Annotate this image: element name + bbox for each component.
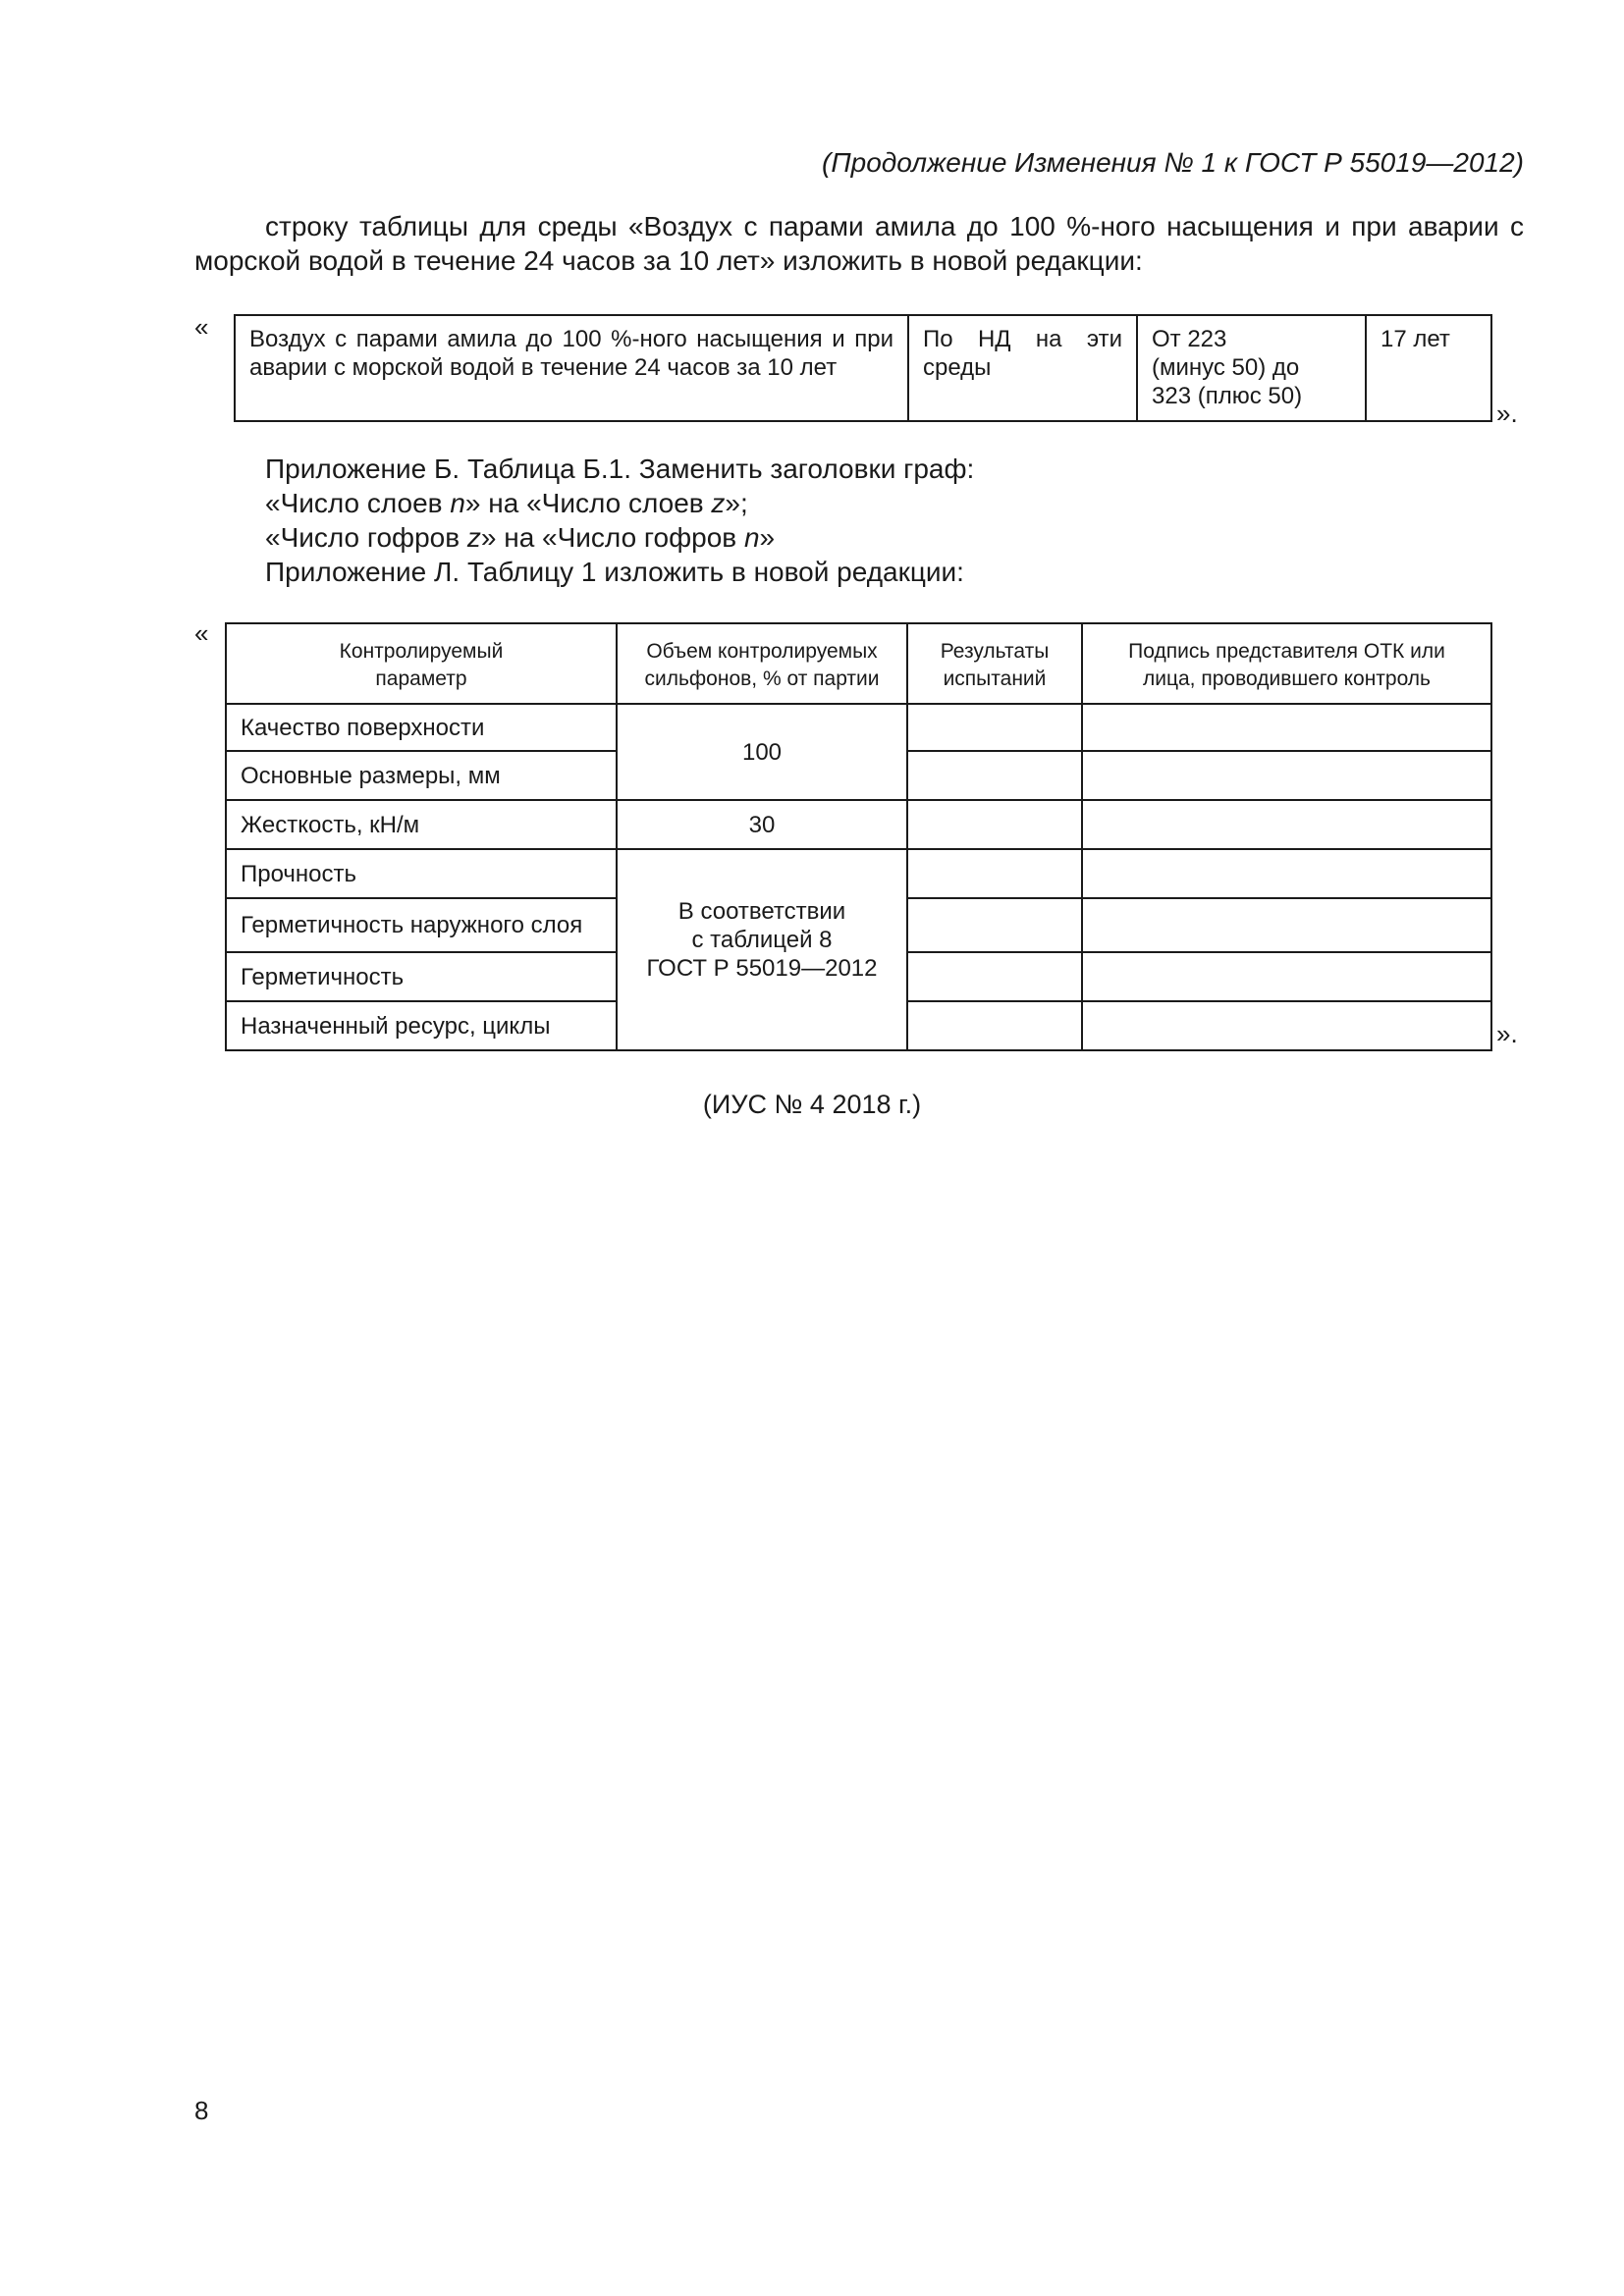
signature-cell: [1082, 952, 1491, 1001]
corrugations-var-1: z: [466, 522, 481, 553]
results-cell: [907, 751, 1082, 800]
header-signature: [1082, 623, 1491, 704]
temperature-line-1: От 223: [1152, 326, 1227, 352]
temperature-line-3: 323 (плюс 50): [1152, 383, 1303, 409]
close-quote-1: ».: [1496, 399, 1518, 428]
open-quote-2: «: [194, 618, 209, 648]
param-cell: Герметичность: [226, 952, 617, 1001]
standard-cell: [908, 315, 1137, 421]
standard-line-1: По НД на эти: [923, 326, 1122, 352]
intro-line-2: морской водой в течение 24 часов за 10 лет» изложить в новой редакции:: [194, 245, 1143, 276]
standard-line-2: среды: [923, 354, 992, 381]
layers-text-1: «Число слоев: [265, 488, 451, 518]
open-quote-1: «: [194, 312, 209, 342]
table-row: [226, 704, 1491, 751]
page-number: 8: [194, 2096, 209, 2125]
header-volume-l1: Объем контролируемых: [646, 640, 878, 663]
layers-var-2: z: [711, 488, 726, 518]
signature-cell: [1082, 898, 1491, 952]
param-cell: Жесткость, кН/м: [226, 800, 617, 849]
corrugations-text-2: » на «Число гофров: [480, 522, 744, 553]
header-results-l2: испытаний: [943, 667, 1047, 690]
volume-cell: 100: [617, 704, 907, 800]
corrugations-replacement-line: [265, 520, 974, 555]
temperature-cell: [1137, 315, 1366, 421]
results-cell: [907, 704, 1082, 751]
header-parameter-l1: Контролируемый: [339, 640, 504, 663]
layers-var-1: n: [450, 488, 465, 518]
medium-line-1: Воздух с парами амила до 100 %-ного насыщения и при: [249, 326, 893, 352]
medium-cell: [235, 315, 908, 421]
volume-cell: [617, 849, 907, 1050]
header-parameter-l2: параметр: [375, 667, 467, 690]
corrugations-text-1: «Число гофров: [265, 522, 467, 553]
header-signature-l2: лица, проводившего контроль: [1142, 667, 1431, 690]
results-cell: [907, 898, 1082, 952]
intro-line-1: строку таблицы для среды «Воздух с парами амила до 100 %-ного насыщения и при аварии с: [265, 211, 1524, 241]
layers-text-2: » на «Число слоев: [464, 488, 712, 518]
param-cell: Качество поверхности: [226, 704, 617, 751]
header-results-l1: Результаты: [940, 640, 1050, 663]
layers-replacement-line: [265, 486, 974, 520]
signature-cell: [1082, 800, 1491, 849]
appendix-b-line: Приложение Б. Таблица Б.1. Заменить заголовки граф:: [265, 454, 975, 484]
results-cell: [907, 800, 1082, 849]
temperature-line-2: (минус 50) до: [1152, 354, 1300, 381]
ius-reference: (ИУС № 4 2018 г.): [702, 1090, 922, 1119]
signature-cell: [1082, 1001, 1491, 1050]
results-cell: [907, 952, 1082, 1001]
volume-ref-l1: В соответствии: [677, 898, 846, 925]
header-volume-l2: сильфонов, % от партии: [644, 667, 880, 690]
signature-cell: [1082, 849, 1491, 898]
control-table: [225, 622, 1492, 1051]
signature-cell: [1082, 704, 1491, 751]
results-cell: [907, 1001, 1082, 1050]
param-cell: Герметичность наружного слоя: [226, 898, 617, 952]
control-table-header-row: [226, 623, 1491, 704]
close-quote-2: ».: [1496, 1019, 1518, 1048]
appendix-block: [265, 452, 974, 589]
header-parameter: [226, 623, 617, 704]
corrugations-text-3: »: [759, 522, 776, 553]
appendix-l-line: Приложение Л. Таблицу 1 изложить в новой редакции:: [265, 557, 964, 587]
continuation-header: (Продолжение Изменения № 1 к ГОСТ Р 55019—2012): [822, 147, 1524, 178]
table-row: [226, 800, 1491, 849]
medium-table-row: [235, 315, 1491, 421]
medium-line-2: аварии с морской водой в течение 24 часов за 10 лет: [249, 354, 838, 381]
layers-text-3: »;: [725, 488, 748, 518]
intro-paragraph: [194, 209, 1524, 278]
header-results: [907, 623, 1082, 704]
medium-table: [234, 314, 1492, 422]
header-signature-l1: Подпись представителя ОТК или: [1128, 640, 1445, 663]
table-row: [226, 849, 1491, 898]
term-cell: 17 лет: [1366, 315, 1491, 421]
volume-cell: 30: [617, 800, 907, 849]
signature-cell: [1082, 751, 1491, 800]
volume-ref-l2: с таблицей 8: [691, 927, 833, 953]
results-cell: [907, 849, 1082, 898]
param-cell: Основные размеры, мм: [226, 751, 617, 800]
header-volume: [617, 623, 907, 704]
param-cell: Назначенный ресурс, циклы: [226, 1001, 617, 1050]
corrugations-var-2: n: [743, 522, 760, 553]
ius-reference-wrap: [0, 1090, 1624, 1120]
volume-ref-l3: ГОСТ Р 55019—2012: [646, 955, 878, 982]
param-cell: Прочность: [226, 849, 617, 898]
